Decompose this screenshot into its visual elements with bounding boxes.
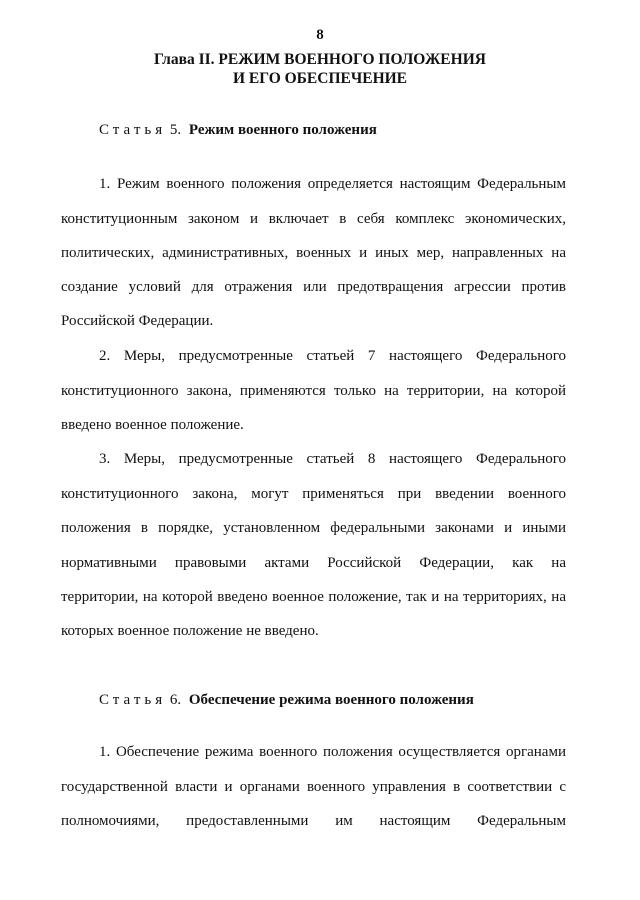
article-6-word: Статья (99, 692, 167, 708)
article-5-paragraph-3-line: территории, на которой введено военное положение, так и на территориях, на (61, 589, 566, 605)
article-5-paragraph-3-line: нормативными правовыми актами Российской Федерации, как на (61, 555, 566, 571)
article-6-paragraph-1-line: полномочиями, предоставленными им настоящим Федеральным (61, 813, 566, 829)
article-6-number: 6. (169, 692, 182, 708)
article-5-word: Статья (99, 122, 167, 138)
article-5-heading (99, 122, 377, 139)
chapter-title-line-1: Глава II. РЕЖИМ ВОЕННОГО ПОЛОЖЕНИЯ (154, 51, 486, 68)
article-5-paragraph-3-line: 3. Меры, предусмотренные статьей 8 настоящего Федерального (99, 451, 566, 467)
article-5-paragraph-2-line: 2. Меры, предусмотренные статьей 7 настоящего Федерального (99, 348, 566, 364)
article-5-title: Режим военного положения (188, 122, 377, 138)
article-5-paragraph-1-line: 1. Режим военного положения определяется настоящим Федеральным (99, 176, 566, 192)
page-number: 8 (316, 27, 324, 43)
article-5-paragraph-3-line: которых военное положение не введено. (61, 623, 319, 639)
article-5-paragraph-1-line: конституционным законом и включает в себя комплекс экономических, (61, 211, 566, 227)
article-6-heading (99, 692, 474, 709)
article-6-paragraph-1-line: 1. Обеспечение режима военного положения осуществляется органами (99, 744, 566, 760)
article-5-paragraph-1-line: создание условий для отражения или предотвращения агрессии против (61, 279, 566, 295)
article-5-paragraph-3-line: положения в порядке, установленном федеральными законами и иными (61, 520, 566, 536)
article-6-paragraph-1-line: государственной власти и органами военного управления в соответствии с (61, 779, 566, 795)
article-5-paragraph-1-line: политических, административных, военных и иных мер, направленных на (61, 245, 566, 261)
article-5-number: 5. (169, 122, 182, 138)
article-5-paragraph-2-line: конституционного закона, применяются только на территории, на которой (61, 383, 566, 399)
chapter-title (0, 50, 640, 88)
chapter-title-line-2: И ЕГО ОБЕСПЕЧЕНИЕ (232, 70, 408, 87)
article-5-paragraph-3-line: конституционного закона, могут применяться при введении военного (61, 486, 566, 502)
article-5-paragraph-1-line: Российской Федерации. (61, 313, 214, 329)
article-5-paragraph-2-line: введено военное положение. (61, 417, 244, 433)
article-6-title: Обеспечение режима военного положения (188, 692, 474, 708)
